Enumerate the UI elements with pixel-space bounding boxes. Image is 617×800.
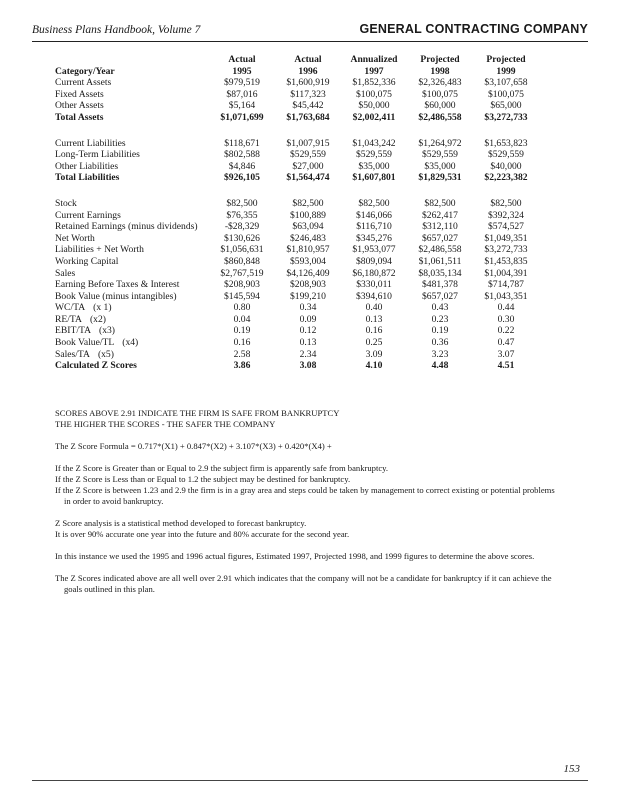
table-cell: 0.16 (233, 337, 251, 349)
table-cell: $926,105 (224, 172, 260, 184)
table-cell: $146,066 (356, 209, 392, 221)
table-cell: $40,000 (490, 160, 522, 172)
page-header (32, 22, 588, 40)
year-header: 1997 (364, 65, 384, 77)
table-cell: $35,000 (424, 160, 456, 172)
table-cell: $714,787 (488, 279, 524, 291)
table-cell: $27,000 (292, 160, 324, 172)
table-row (55, 89, 539, 101)
table-cell: 4.10 (365, 360, 383, 372)
table-cell: $82,500 (358, 197, 390, 209)
col-header: Actual (294, 54, 322, 65)
row-label (55, 337, 209, 349)
row-label: Fixed Assets (55, 88, 104, 100)
table-cell: 0.12 (299, 325, 317, 337)
table-cell: 0.30 (497, 313, 515, 325)
row-label: Total Assets (55, 111, 104, 123)
year-header: 1998 (430, 65, 450, 77)
table-cell: $657,027 (422, 290, 458, 302)
category-label: Category/Year (55, 65, 115, 77)
note-caps-1: SCORES ABOVE 2.91 INDICATE THE FIRM IS SAFE FROM BANKRUPTCY (55, 408, 340, 418)
table-row (55, 279, 539, 291)
table-cell: 3.07 (497, 348, 515, 360)
table-row (55, 100, 539, 112)
header-row-years (55, 66, 539, 78)
table-cell: $1,049,351 (484, 232, 528, 244)
note-rule-3: If the Z Score is between 1.23 and 2.9 the firm is in a gray area and steps could be taken by management to correct existing or potential problems in order to avoid bankruptcy. (55, 485, 555, 506)
row-label: Calculated Z Scores (55, 360, 137, 372)
table-cell: 0.43 (431, 302, 449, 314)
note-formula: The Z Score Formula = 0.717*(X1) + 0.847*(X2) + 3.107*(X3) + 0.420*(X4) + (55, 441, 332, 451)
table-cell: $208,903 (290, 279, 326, 291)
table-cell: $1,953,077 (352, 244, 396, 256)
row-label: Earning Before Taxes & Interest (55, 279, 180, 291)
col-header: Projected (486, 54, 526, 65)
table-cell: $3,107,658 (484, 77, 528, 89)
table-cell: $809,094 (356, 255, 392, 267)
table-cell: $65,000 (490, 100, 522, 112)
table-cell: 0.25 (365, 337, 383, 349)
ratio-variable: (x2) (89, 313, 106, 325)
table-cell: $100,075 (422, 88, 458, 100)
table-cell: 0.36 (431, 337, 449, 349)
note-caps-2: THE HIGHER THE SCORES - THE SAFER THE COMPANY (55, 419, 276, 429)
note-instance: In this instance we used the 1995 and 1996 actual figures, Estimated 1997, Projected 1998, and 1999 figures to determine the above scores. (55, 551, 535, 561)
table-cell: $529,559 (422, 149, 458, 161)
row-label: Book Value (minus intangibles) (55, 290, 177, 302)
table-cell: 3.23 (431, 348, 449, 360)
table-cell: $1,453,835 (484, 255, 528, 267)
table-cell: $5,164 (228, 100, 256, 112)
table-cell: $2,767,519 (220, 267, 264, 279)
table-row (55, 161, 539, 173)
page-number: 153 (563, 763, 580, 775)
table-cell: $208,903 (224, 279, 260, 291)
table-cell: $130,626 (224, 232, 260, 244)
ratio-name: EBIT/TA (55, 325, 91, 337)
table-row (55, 112, 539, 124)
table-cell: 0.13 (299, 337, 317, 349)
ratio-name: RE/TA (55, 313, 82, 325)
table-row (55, 233, 539, 245)
table-cell: $802,588 (224, 149, 260, 161)
table-cell: $1,071,699 (220, 111, 264, 123)
table-cell: $100,075 (356, 88, 392, 100)
spacer-row (55, 124, 539, 138)
table-row (55, 325, 539, 337)
table-cell: $392,324 (488, 209, 524, 221)
table-cell: 0.34 (299, 302, 317, 314)
table-cell: $4,126,409 (286, 267, 330, 279)
footer-rule (32, 780, 588, 781)
table-cell: $1,852,336 (352, 77, 396, 89)
row-label (55, 349, 209, 361)
table-cell: $529,559 (488, 149, 524, 161)
table-cell: $330,011 (356, 279, 392, 291)
row-label: Other Liabilities (55, 160, 119, 172)
year-header: 1995 (232, 65, 252, 77)
row-label: Current Liabilities (55, 137, 126, 149)
table-row (55, 210, 539, 222)
table-cell: $2,326,483 (418, 77, 462, 89)
table-cell: $312,110 (422, 221, 458, 233)
table-cell: 4.51 (497, 360, 515, 372)
table-cell: 0.16 (365, 325, 383, 337)
table-row (55, 221, 539, 233)
note-rule-1: If the Z Score is Greater than or Equal to 2.9 the subject firm is apparently safe from bankruptcy. (55, 463, 389, 473)
table-cell: $199,210 (290, 290, 326, 302)
table-cell: $262,417 (422, 209, 458, 221)
table-cell: $1,043,351 (484, 290, 528, 302)
ratio-variable: (x 1) (93, 302, 112, 314)
table-cell: $1,600,919 (286, 77, 330, 89)
year-header: 1999 (496, 65, 516, 77)
row-label: Other Assets (55, 100, 104, 112)
note-desc-2: It is over 90% accurate one year into the future and 80% accurate for the second year. (55, 529, 350, 539)
table-cell: $574,527 (488, 221, 524, 233)
table-cell: $1,564,474 (286, 172, 330, 184)
table-cell: $657,027 (422, 232, 458, 244)
table-cell: $481,378 (422, 279, 458, 291)
table-cell: 0.04 (233, 313, 251, 325)
row-label: Total Liabilities (55, 172, 120, 184)
table-row (55, 138, 539, 150)
table-cell: 4.48 (431, 360, 449, 372)
table-row (55, 337, 539, 349)
table-cell: $100,075 (488, 88, 524, 100)
table-cell: $116,710 (356, 221, 392, 233)
table-cell: $100,889 (290, 209, 326, 221)
table-cell: $82,500 (226, 197, 258, 209)
table-cell: $82,500 (292, 197, 324, 209)
table-cell: $2,002,411 (352, 111, 396, 123)
table-cell: $2,486,558 (418, 244, 462, 256)
table-cell: $1,653,823 (484, 137, 528, 149)
table-cell: $1,007,915 (286, 137, 330, 149)
table-cell: 3.09 (365, 348, 383, 360)
table-cell: 0.13 (365, 313, 383, 325)
table-row (55, 149, 539, 161)
table-cell: $2,486,558 (418, 111, 462, 123)
table-row (55, 172, 539, 184)
row-label (55, 314, 209, 326)
col-header: Projected (420, 54, 460, 65)
table-cell: $118,671 (224, 137, 260, 149)
book-title: Business Plans Handbook, Volume 7 (32, 24, 201, 36)
row-label: Sales (55, 267, 76, 279)
header-row-top (55, 54, 539, 66)
table-cell: $529,559 (356, 149, 392, 161)
table-cell: $1,829,531 (418, 172, 462, 184)
table-row (55, 360, 539, 372)
table-row (55, 314, 539, 326)
table-cell: $117,323 (290, 88, 326, 100)
row-label: Liabilities + Net Worth (55, 244, 144, 256)
table-cell: $45,442 (292, 100, 324, 112)
table-cell: 3.08 (299, 360, 317, 372)
year-header: 1996 (298, 65, 318, 77)
table-cell: 0.80 (233, 302, 251, 314)
table-cell: $8,035,134 (418, 267, 462, 279)
table-cell: $1,043,242 (352, 137, 396, 149)
table-cell: $1,056,631 (220, 244, 264, 256)
row-label: Long-Term Liabilities (55, 149, 140, 161)
table-cell: $6,180,872 (352, 267, 396, 279)
company-title: GENERAL CONTRACTING COMPANY (359, 22, 588, 36)
table-cell: $529,559 (290, 149, 326, 161)
table-cell: 2.58 (233, 348, 251, 360)
table-cell: $246,483 (290, 232, 326, 244)
ratio-name: WC/TA (55, 302, 86, 314)
note-desc-1: Z Score analysis is a statistical method developed to forecast bankruptcy. (55, 518, 307, 528)
table-cell: $60,000 (424, 100, 456, 112)
table-cell: 0.19 (431, 325, 449, 337)
table-cell: 3.86 (233, 360, 251, 372)
row-label: Working Capital (55, 255, 119, 267)
note-conclusion: The Z Scores indicated above are all well over 2.91 which indicates that the company will not be a candidate for bankruptcy if it can achieve the goals outlined in this plan. (55, 573, 552, 594)
row-label (55, 302, 209, 314)
ratio-variable: (x3) (99, 325, 115, 337)
table-row (55, 349, 539, 361)
table-cell: 0.09 (299, 313, 317, 325)
table-row (55, 268, 539, 280)
table-row (55, 244, 539, 256)
table-cell: $76,355 (226, 209, 258, 221)
table-cell: 2.34 (299, 348, 317, 360)
table-cell: $82,500 (424, 197, 456, 209)
table-cell: $63,094 (292, 221, 324, 233)
ratio-variable: (x4) (122, 337, 139, 349)
table-cell: $3,272,733 (484, 244, 528, 256)
col-header: Actual (228, 54, 256, 65)
table-cell: 0.23 (431, 313, 449, 325)
note-rule-2: If the Z Score is Less than or Equal to 1.2 the subject may be destined for bankruptcy. (55, 474, 351, 484)
table-cell: $1,004,391 (484, 267, 528, 279)
table-row (55, 256, 539, 268)
table-cell: 0.47 (497, 337, 515, 349)
table-cell: $1,607,801 (352, 172, 396, 184)
table-cell: $394,610 (356, 290, 392, 302)
table-cell: $1,264,972 (418, 137, 462, 149)
table-cell: $1,810,957 (286, 244, 330, 256)
table-cell: 0.44 (497, 302, 515, 314)
header-rule (32, 41, 588, 42)
ratio-name: Book Value/TL (55, 337, 115, 349)
table-cell: $87,016 (226, 88, 258, 100)
table-cell: $1,061,511 (418, 255, 462, 267)
col-header: Annualized (350, 54, 398, 65)
table-row (55, 302, 539, 314)
table-row (55, 291, 539, 303)
notes-section (55, 408, 555, 595)
spacer-row (55, 184, 539, 198)
table-cell: $979,519 (224, 77, 260, 89)
row-label: Retained Earnings (minus dividends) (55, 221, 198, 233)
table-cell: $2,223,382 (484, 172, 528, 184)
row-label: Net Worth (55, 232, 95, 244)
table-cell: 0.19 (233, 325, 251, 337)
table-cell: $145,594 (224, 290, 260, 302)
row-label (55, 325, 209, 337)
row-label: Current Earnings (55, 209, 121, 221)
table-cell: $35,000 (358, 160, 390, 172)
table-cell: $593,004 (290, 255, 326, 267)
table-cell: $4,846 (228, 160, 256, 172)
table-cell: $82,500 (490, 197, 522, 209)
table-cell: 0.40 (365, 302, 383, 314)
ratio-variable: (x5) (97, 348, 114, 360)
financial-table (55, 54, 539, 372)
table-row (55, 198, 539, 210)
table-cell: -$28,329 (224, 221, 260, 233)
row-label: Stock (55, 197, 77, 209)
table-row (55, 77, 539, 89)
row-label: Current Assets (55, 77, 112, 89)
table-cell: $345,276 (356, 232, 392, 244)
table-cell: $50,000 (358, 100, 390, 112)
table-cell: $860,848 (224, 255, 260, 267)
table-cell: $3,272,733 (484, 111, 528, 123)
ratio-name: Sales/TA (55, 348, 90, 360)
table-cell: $1,763,684 (286, 111, 330, 123)
table-cell: 0.22 (497, 325, 515, 337)
